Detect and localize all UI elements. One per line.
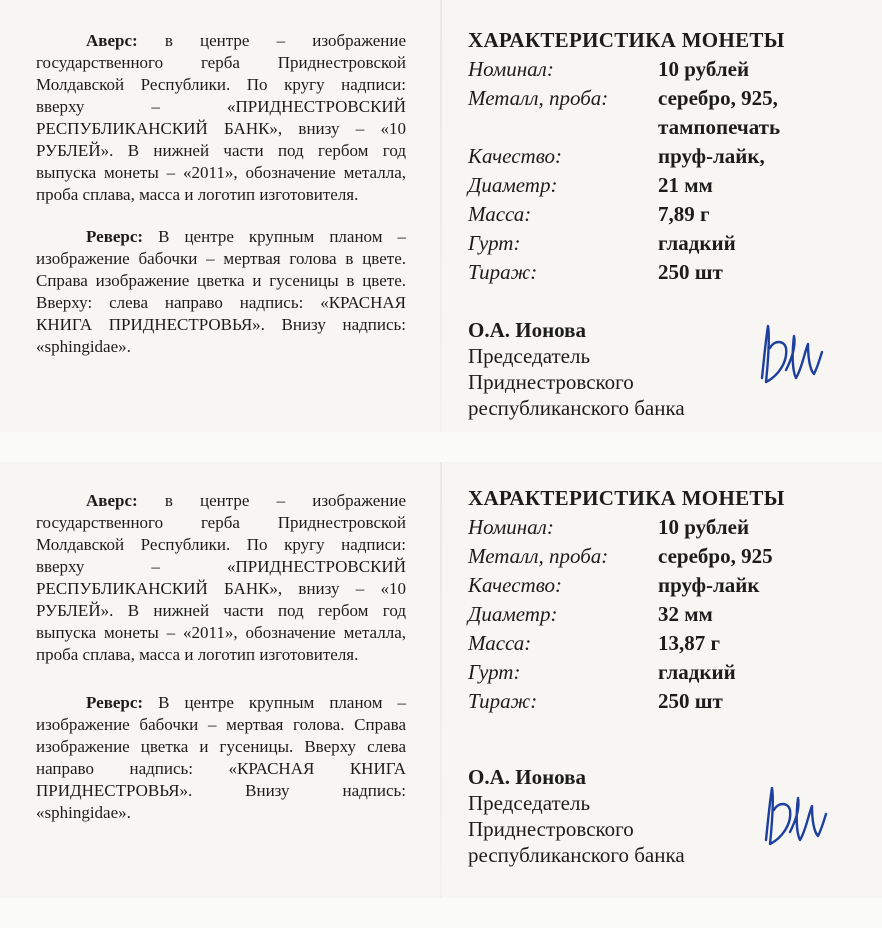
spec-row: [468, 173, 868, 202]
spec-label: Качество:: [468, 144, 563, 168]
spec-value: 32 мм: [658, 602, 713, 626]
spec-row: [468, 631, 868, 660]
card-separator: [0, 432, 882, 462]
obverse-paragraph: [36, 490, 406, 666]
spec-value: серебро, 925: [658, 544, 773, 568]
spec-value: 7,89 г: [658, 202, 710, 226]
spec-row: [468, 660, 868, 689]
spec-value: 21 мм: [658, 173, 713, 197]
spec-label: Тираж:: [468, 260, 538, 284]
obverse-text: в центре – изображение государственного герба Приднестровской Молдавской Республики. По кругу надписи: вверху – «ПРИДНЕСТРОВСКИЙ РЕСПУБЛИКАНСКИЙ БАНК», внизу – «10 РУБЛЕЙ». В нижней части под гербом год выпуска монеты – «2011», обозначение металла, проба сплава, масса и логотип изготовителя.: [36, 31, 407, 204]
obverse-paragraph: [36, 30, 406, 206]
signature-icon: [752, 780, 832, 860]
spec-value: серебро, 925,: [658, 86, 778, 110]
spec-label: Номинал:: [468, 57, 554, 81]
spec-label: Номинал:: [468, 515, 554, 539]
spec-value: гладкий: [658, 231, 736, 255]
spec-value: пруф-лайк,: [658, 144, 765, 168]
spec-label: Качество:: [468, 573, 563, 597]
signature-icon: [748, 318, 828, 398]
fold-line: [440, 462, 442, 898]
spec-row: [468, 602, 868, 631]
spec-value: 250 шт: [658, 689, 723, 713]
spec-table: [468, 515, 868, 718]
signer-title-line: республиканского банка: [468, 396, 685, 420]
spec-row: [468, 689, 868, 718]
spec-value: 250 шт: [658, 260, 723, 284]
reverse-paragraph: [36, 692, 406, 824]
spec-row: [468, 515, 868, 544]
obverse-label: Аверс:: [86, 31, 138, 50]
signer-title-line: республиканского банка: [468, 843, 685, 867]
signer-title-line: Приднестровского: [468, 370, 634, 394]
spec-row: [468, 202, 868, 231]
spec-row: [468, 544, 868, 573]
spec-label: Гурт:: [468, 660, 521, 684]
spec-value: гладкий: [658, 660, 736, 684]
signer-name: О.А. Ионова: [468, 765, 587, 789]
description-block: [36, 30, 406, 358]
reverse-label: Реверс:: [86, 227, 144, 246]
spec-row: [468, 260, 868, 289]
reverse-label: Реверс:: [86, 693, 144, 712]
spec-value: 13,87 г: [658, 631, 721, 655]
spec-value: тампопечать: [658, 115, 781, 139]
spec-row: [468, 573, 868, 602]
spec-row: [468, 86, 868, 115]
obverse-label: Аверс:: [86, 491, 138, 510]
description-block: [36, 490, 406, 824]
reverse-paragraph: [36, 226, 406, 358]
spec-table: [468, 57, 868, 289]
reverse-text: В центре крупным планом – изображение бабочки – мертвая голова в цвете. Справа изображение цветка и гусеницы в цвете. Вверху: слева направо надпись: «КРАСНАЯ КНИГА ПРИДНЕСТРОВЬЯ». Внизу надпись: «sphingidae».: [36, 227, 406, 356]
spec-row: [468, 115, 868, 144]
spec-label: Масса:: [468, 631, 532, 655]
page-bottom: [0, 898, 882, 928]
certificate-card-2: [0, 462, 882, 898]
signer-title-line: Председатель: [468, 344, 591, 368]
certificate-card-1: [0, 0, 882, 432]
spec-label: Металл, проба:: [468, 86, 609, 110]
signer-title-line: Председатель: [468, 791, 591, 815]
fold-line: [440, 0, 442, 432]
spec-label: Гурт:: [468, 231, 521, 255]
signer-name: О.А. Ионова: [468, 318, 587, 342]
spec-label: Металл, проба:: [468, 544, 609, 568]
spec-value: 10 рублей: [658, 57, 750, 81]
spec-label: Масса:: [468, 202, 532, 226]
reverse-text: В центре крупным планом – изображение бабочки – мертвая голова. Справа изображение цветка и гусеницы. Вверху слева направо надпись: «КРАСНАЯ КНИГА ПРИДНЕСТРОВЬЯ». Внизу надпись: «sphingidae».: [36, 693, 406, 822]
spec-row: [468, 144, 868, 173]
spec-label: Диаметр:: [468, 602, 558, 626]
spec-row: [468, 231, 868, 260]
spec-label: Тираж:: [468, 689, 538, 713]
spec-value: пруф-лайк: [658, 573, 760, 597]
obverse-text: в центре – изображение государственного герба Приднестровской Молдавской Республики. По кругу надписи: вверху – «ПРИДНЕСТРОВСКИЙ РЕСПУБЛИКАНСКИЙ БАНК», внизу – «10 РУБЛЕЙ». В нижней части под гербом год выпуска монеты – «2011», обозначение металла, проба сплава, масса и логотип изготовителя.: [36, 491, 407, 664]
spec-label: Диаметр:: [468, 173, 558, 197]
spec-value: 10 рублей: [658, 515, 750, 539]
spec-title: ХАРАКТЕРИСТИКА МОНЕТЫ: [468, 486, 785, 510]
signer-title-line: Приднестровского: [468, 817, 634, 841]
spec-row: [468, 57, 868, 86]
spec-title: ХАРАКТЕРИСТИКА МОНЕТЫ: [468, 28, 785, 52]
